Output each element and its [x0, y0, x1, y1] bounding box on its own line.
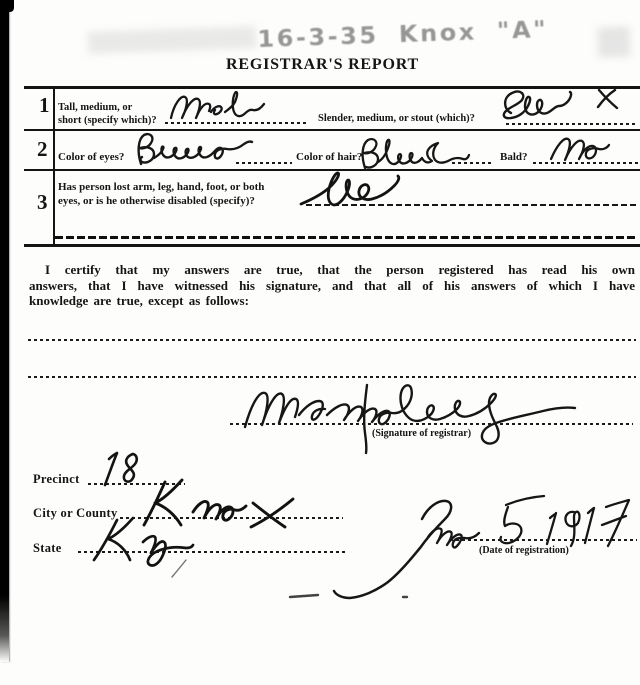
date-line	[450, 539, 637, 541]
page-title: REGISTRAR'S REPORT	[226, 56, 419, 73]
exceptions-line-1	[28, 339, 636, 341]
signature-caption: (Signature of registrar)	[372, 428, 472, 439]
eyes-label: Color of eyes?	[58, 151, 125, 163]
date-stamp: 16-3-35 Knox "A"	[257, 16, 549, 54]
row2-number: 2	[37, 137, 48, 161]
state-label: State	[33, 541, 62, 555]
row1-question-left-line1: Tall, medium, or	[58, 102, 133, 113]
handwriting-no-bald	[545, 131, 611, 167]
row1-question-right: Slender, medium, or stout (which)?	[318, 113, 475, 124]
stamp-smudge-right	[597, 26, 630, 57]
handwriting-date	[170, 485, 640, 607]
scan-left-edge	[0, 0, 9, 662]
city-or-county-label: City or County	[33, 506, 118, 520]
handwriting-med	[165, 88, 270, 126]
signature-line	[230, 423, 633, 425]
scan-corner-mark	[0, 0, 14, 12]
row1-question-left-line2: short (specify which)?	[58, 115, 157, 126]
handwriting-no-disabled	[298, 167, 408, 213]
table-bottom-rule	[24, 244, 640, 247]
stamp-smudge-left	[88, 26, 257, 54]
certification-line3: knowledge are true, except as follows:	[29, 293, 249, 309]
row3-number: 3	[37, 190, 48, 214]
date-caption: (Date of registration)	[479, 545, 569, 556]
row3-bottom-dashed-line	[55, 236, 638, 239]
row3-question-line1: Has person lost arm, leg, hand, foot, or both	[58, 181, 265, 193]
handwriting-registrar-signature	[225, 375, 625, 457]
certification-line1: I certify that my answers are true, that the person registered has read his own	[45, 262, 635, 277]
row1-number: 1	[39, 93, 50, 117]
certification-paragraph	[29, 262, 635, 309]
handwriting-stout	[495, 85, 625, 125]
hair-label: Color of hair?	[296, 151, 363, 163]
handwriting-brown	[126, 130, 258, 168]
precinct-label: Precinct	[33, 472, 80, 486]
number-column-rule	[53, 86, 55, 247]
certification-line2: answers, that I have witnessed his signature, and that all of his answers of which I have	[29, 277, 635, 293]
row3-question-line2: eyes, or is he otherwise disabled (specify)?	[58, 195, 255, 207]
bald-label: Bald?	[500, 151, 528, 163]
